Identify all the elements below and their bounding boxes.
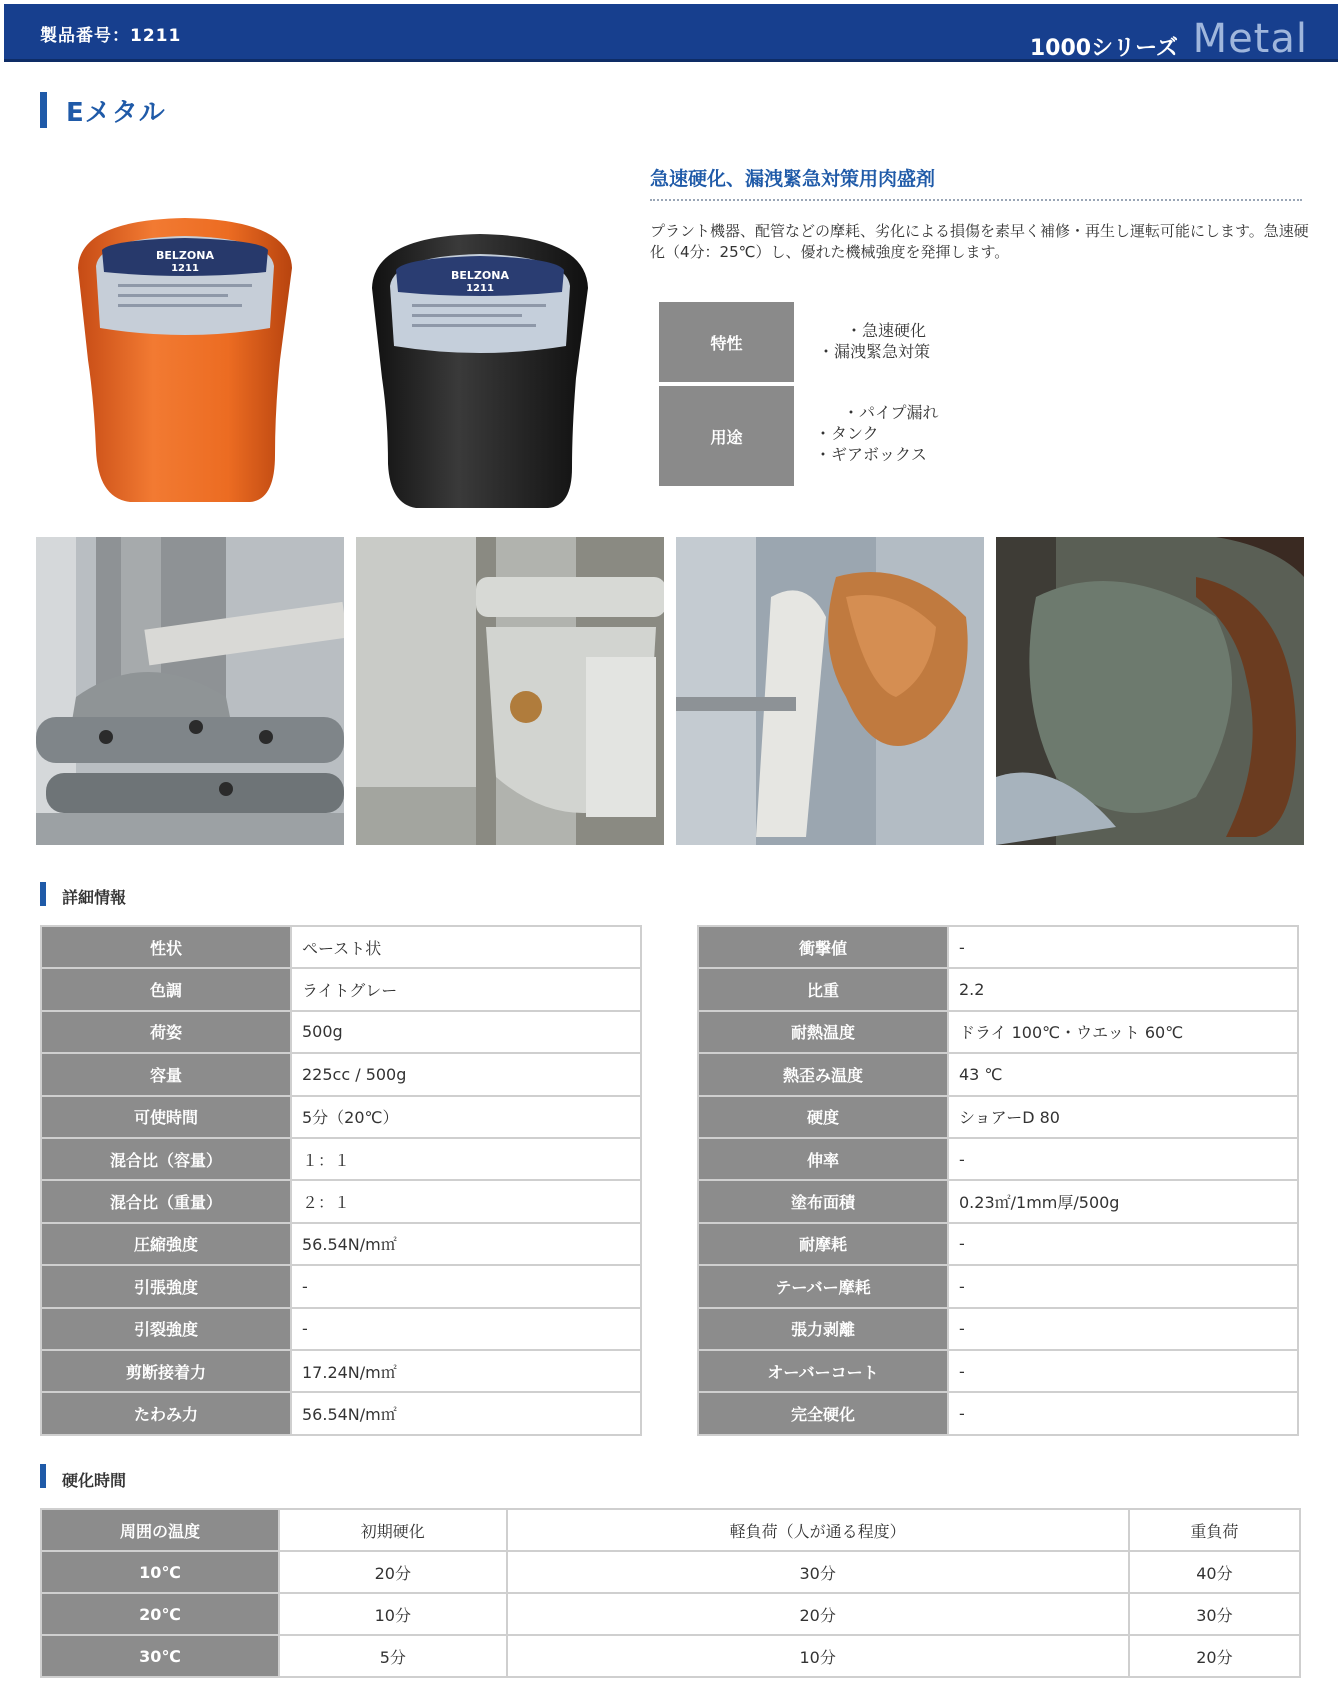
catchphrase: 急速硬化、漏洩緊急対策用肉盛剤 xyxy=(650,168,936,190)
spec-row xyxy=(699,1097,1297,1137)
spec-label: 性状 xyxy=(42,927,290,967)
spec-row xyxy=(699,1309,1297,1349)
spec-label: 熱歪み温度 xyxy=(699,1054,947,1094)
spec-value: 500g xyxy=(292,1012,640,1052)
spec-row xyxy=(699,1393,1297,1433)
uses-label: 用途 xyxy=(659,386,794,486)
page-header xyxy=(4,4,1338,62)
cure-temperature: 10℃ xyxy=(42,1552,278,1592)
spec-value: ２：１ xyxy=(292,1181,640,1221)
product-number: 製品番号：1211 xyxy=(40,26,182,46)
spec-value: 56.54N/m㎡ xyxy=(292,1224,640,1264)
spec-label: 色調 xyxy=(42,969,290,1009)
cure-header-cell: 周囲の温度 xyxy=(42,1510,278,1550)
cure-time-cell: 20分 xyxy=(280,1552,506,1592)
spec-label: 剪断接着力 xyxy=(42,1351,290,1391)
spec-row xyxy=(699,969,1297,1009)
spec-value: ペースト状 xyxy=(292,927,640,967)
spec-value: １：１ xyxy=(292,1139,640,1179)
spec-value: - xyxy=(949,1139,1297,1179)
spec-value: - xyxy=(292,1266,640,1306)
feature-item: ・漏洩緊急対策 xyxy=(818,342,931,361)
details-table-right xyxy=(697,925,1299,1436)
cure-time-cell: 10分 xyxy=(508,1636,1128,1676)
spec-label: 圧縮強度 xyxy=(42,1224,290,1264)
cure-time-cell: 30分 xyxy=(508,1552,1128,1592)
spec-label: 耐熱温度 xyxy=(699,1012,947,1052)
details-table-left xyxy=(40,925,642,1436)
spec-value: 2.2 xyxy=(949,969,1297,1009)
spec-row xyxy=(42,1012,640,1052)
use-item: ・タンク xyxy=(815,424,879,443)
spec-row xyxy=(42,1266,640,1306)
spec-row xyxy=(42,1224,640,1264)
cure-time-cell: 5分 xyxy=(280,1636,506,1676)
cure-time-cell: 20分 xyxy=(1130,1636,1299,1676)
spec-label: 衝撃値 xyxy=(699,927,947,967)
spec-label: たわみ力 xyxy=(42,1393,290,1433)
catchphrase-divider xyxy=(650,199,1302,201)
page-title: Eメタル xyxy=(66,98,166,128)
spec-row xyxy=(42,1309,640,1349)
jar-brand-text: BELZONA xyxy=(451,269,509,282)
spec-value: 17.24N/m㎡ xyxy=(292,1351,640,1391)
spec-row xyxy=(699,1012,1297,1052)
cure-time-cell: 20分 xyxy=(508,1594,1128,1634)
cure-row xyxy=(42,1636,1299,1676)
jar-number-text: 1211 xyxy=(466,283,494,294)
cure-time-cell: 30分 xyxy=(1130,1594,1299,1634)
spec-label: テーバー摩耗 xyxy=(699,1266,947,1306)
spec-value: - xyxy=(949,1266,1297,1306)
jar-brand-text: BELZONA xyxy=(156,249,214,262)
spec-row xyxy=(42,1139,640,1179)
use-item: ・パイプ漏れ xyxy=(843,403,939,422)
spec-row xyxy=(42,1351,640,1391)
spec-value: 225cc / 500g xyxy=(292,1054,640,1094)
spec-row xyxy=(699,927,1297,967)
cure-time-cell: 40分 xyxy=(1130,1552,1299,1592)
use-item: ・ギアボックス xyxy=(815,445,927,464)
spec-row xyxy=(699,1181,1297,1221)
details-heading: 詳細情報 xyxy=(62,888,127,907)
spec-label: 伸率 xyxy=(699,1139,947,1179)
cure-row xyxy=(42,1552,1299,1592)
series-label: 1000シリーズ xyxy=(1029,36,1178,61)
spec-value: 43 ℃ xyxy=(949,1054,1297,1094)
spec-label: 耐摩耗 xyxy=(699,1224,947,1264)
spec-row xyxy=(699,1351,1297,1391)
jar-number-text: 1211 xyxy=(171,263,199,274)
cure-time-cell: 10分 xyxy=(280,1594,506,1634)
spec-row xyxy=(699,1139,1297,1179)
application-photo-4 xyxy=(996,537,1304,845)
cure-header-cell: 軽負荷（人が通る程度） xyxy=(508,1510,1128,1550)
spec-label: 混合比（重量） xyxy=(42,1181,290,1221)
spec-label: 引張強度 xyxy=(42,1266,290,1306)
spec-value: - xyxy=(292,1309,640,1349)
spec-value: ドライ 100℃・ウエット 60℃ xyxy=(949,1012,1297,1052)
spec-row xyxy=(42,1393,640,1433)
cure-temperature: 30℃ xyxy=(42,1636,278,1676)
cure-header-row xyxy=(42,1510,1299,1550)
feature-item: ・急速硬化 xyxy=(846,321,927,340)
application-photo-3 xyxy=(676,537,984,845)
details-accent-bar xyxy=(40,882,46,906)
orange-jar-image xyxy=(70,210,300,505)
spec-value: - xyxy=(949,1351,1297,1391)
cure-header-cell: 初期硬化 xyxy=(280,1510,506,1550)
spec-value: - xyxy=(949,1224,1297,1264)
spec-label: 比重 xyxy=(699,969,947,1009)
cure-accent-bar xyxy=(40,1464,46,1488)
spec-row xyxy=(699,1054,1297,1094)
spec-label: 硬度 xyxy=(699,1097,947,1137)
spec-value: ショアーD 80 xyxy=(949,1097,1297,1137)
cure-row xyxy=(42,1594,1299,1634)
product-description: プラント機器、配管などの摩耗、劣化による損傷を素早く補修・再生し運転可能にします。急速硬化（4分：25℃）し、優れた機械強度を発揮します。 xyxy=(650,222,1309,261)
spec-value: - xyxy=(949,1309,1297,1349)
spec-row xyxy=(42,1181,640,1221)
spec-value: 0.23㎡/1mm厚/500g xyxy=(949,1181,1297,1221)
application-photo-2 xyxy=(356,537,664,845)
spec-label: 張力剥離 xyxy=(699,1309,947,1349)
spec-label: 荷姿 xyxy=(42,1012,290,1052)
cure-heading: 硬化時間 xyxy=(62,1471,127,1490)
spec-label: オーバーコート xyxy=(699,1351,947,1391)
spec-row xyxy=(42,927,640,967)
spec-row xyxy=(42,1054,640,1094)
spec-value: 5分（20℃） xyxy=(292,1097,640,1137)
features-label: 特性 xyxy=(659,302,794,382)
spec-value: - xyxy=(949,1393,1297,1433)
spec-value: - xyxy=(949,927,1297,967)
spec-row xyxy=(42,969,640,1009)
application-photo-1 xyxy=(36,537,344,845)
spec-label: 容量 xyxy=(42,1054,290,1094)
cure-temperature: 20℃ xyxy=(42,1594,278,1634)
features-list xyxy=(818,320,930,362)
cure-time-table xyxy=(40,1508,1301,1678)
cure-header-cell: 重負荷 xyxy=(1130,1510,1299,1550)
spec-row xyxy=(699,1266,1297,1306)
spec-label: 完全硬化 xyxy=(699,1393,947,1433)
category-label: Metal xyxy=(1192,16,1308,62)
spec-value: ライトグレー xyxy=(292,969,640,1009)
spec-label: 塗布面積 xyxy=(699,1181,947,1221)
spec-label: 引裂強度 xyxy=(42,1309,290,1349)
spec-label: 可使時間 xyxy=(42,1097,290,1137)
black-jar-image xyxy=(366,228,594,510)
spec-row xyxy=(699,1224,1297,1264)
uses-list xyxy=(815,402,939,465)
title-accent-bar xyxy=(40,92,47,128)
spec-row xyxy=(42,1097,640,1137)
spec-value: 56.54N/m㎡ xyxy=(292,1393,640,1433)
spec-label: 混合比（容量） xyxy=(42,1139,290,1179)
